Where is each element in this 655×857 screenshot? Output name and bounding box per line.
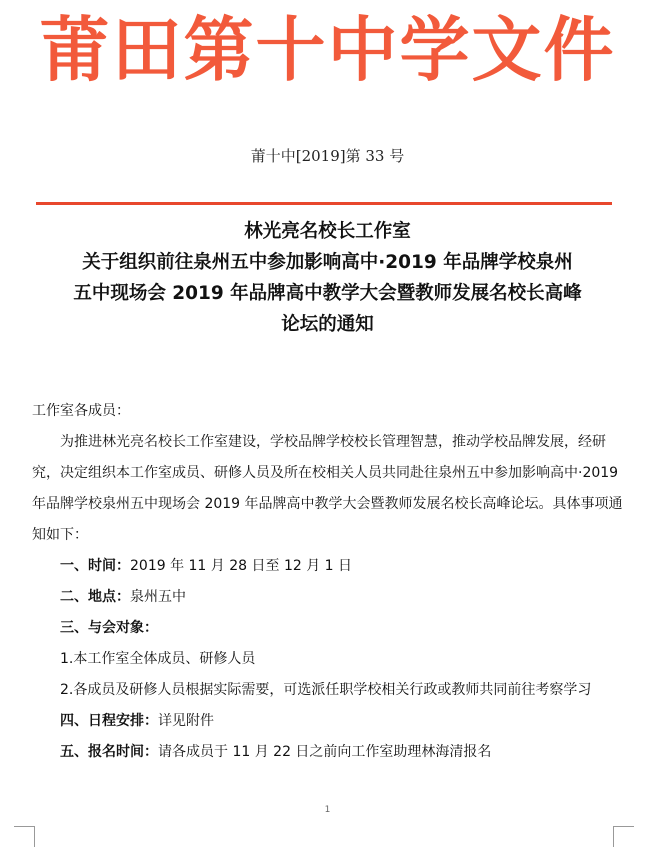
subject-line-1: 林光亮名校长工作室 xyxy=(244,221,411,242)
label-colon: ： xyxy=(144,620,158,636)
item-label: 二、地点 xyxy=(60,589,116,605)
item-label: 五、报名时间 xyxy=(60,744,144,760)
document-header-title: 莆田第十中学文件 xyxy=(39,8,616,91)
item-label: 一、时间 xyxy=(60,558,116,574)
item-label: 三、与会对象 xyxy=(60,620,144,636)
margin-corner-mark xyxy=(14,826,35,847)
item-registration xyxy=(32,737,624,768)
subject-line-4: 论坛的通知 xyxy=(281,314,374,335)
attendee-item: 1.本工作室全体成员、研修人员 xyxy=(60,651,256,667)
item-value: 泉州五中 xyxy=(130,589,186,605)
item-location xyxy=(32,582,624,613)
intro-paragraph: 为推进林光亮名校长工作室建设，学校品牌学校校长管理智慧，推动学校品牌发展，经研究，决定组织本工作室成员、研修人员及所在校相关人员共同赴往泉州五中参加影响高中·2019 年品牌学校泉州五中现场会 2019 年品牌高中教学大会暨教师发展名校长高峰论坛。具体事项通知如下： xyxy=(32,434,623,543)
item-label: 四、日程安排 xyxy=(60,713,144,729)
label-colon: ： xyxy=(116,589,130,605)
label-colon: ： xyxy=(144,713,158,729)
notice-subject xyxy=(30,216,625,340)
label-colon: ： xyxy=(116,558,130,574)
item-value: 请各成员于 11 月 22 日之前向工作室助理林海清报名 xyxy=(158,744,492,760)
subject-line-3: 五中现场会 2019 年品牌高中教学大会暨教师发展名校长高峰 xyxy=(73,283,582,304)
item-value: 详见附件 xyxy=(158,713,214,729)
margin-corner-mark xyxy=(613,826,634,847)
salutation: 工作室各成员： xyxy=(32,403,130,419)
attendee-item: 2.各成员及研修人员根据实际需要，可选派任职学校相关行政或教师共同前往考察学习 xyxy=(60,682,592,698)
document-number: 莆十中[2019]第 33 号 xyxy=(250,147,405,165)
item-time xyxy=(32,551,624,582)
page-number: 1 xyxy=(324,805,331,815)
item-value: 2019 年 11 月 28 日至 12 月 1 日 xyxy=(130,558,353,574)
subject-line-2: 关于组织前往泉州五中参加影响高中·2019 年品牌学校泉州 xyxy=(82,252,573,273)
notice-body xyxy=(32,396,624,768)
item-attendees xyxy=(32,613,624,644)
item-schedule xyxy=(32,706,624,737)
label-colon: ： xyxy=(144,744,158,760)
header-divider xyxy=(36,202,612,205)
